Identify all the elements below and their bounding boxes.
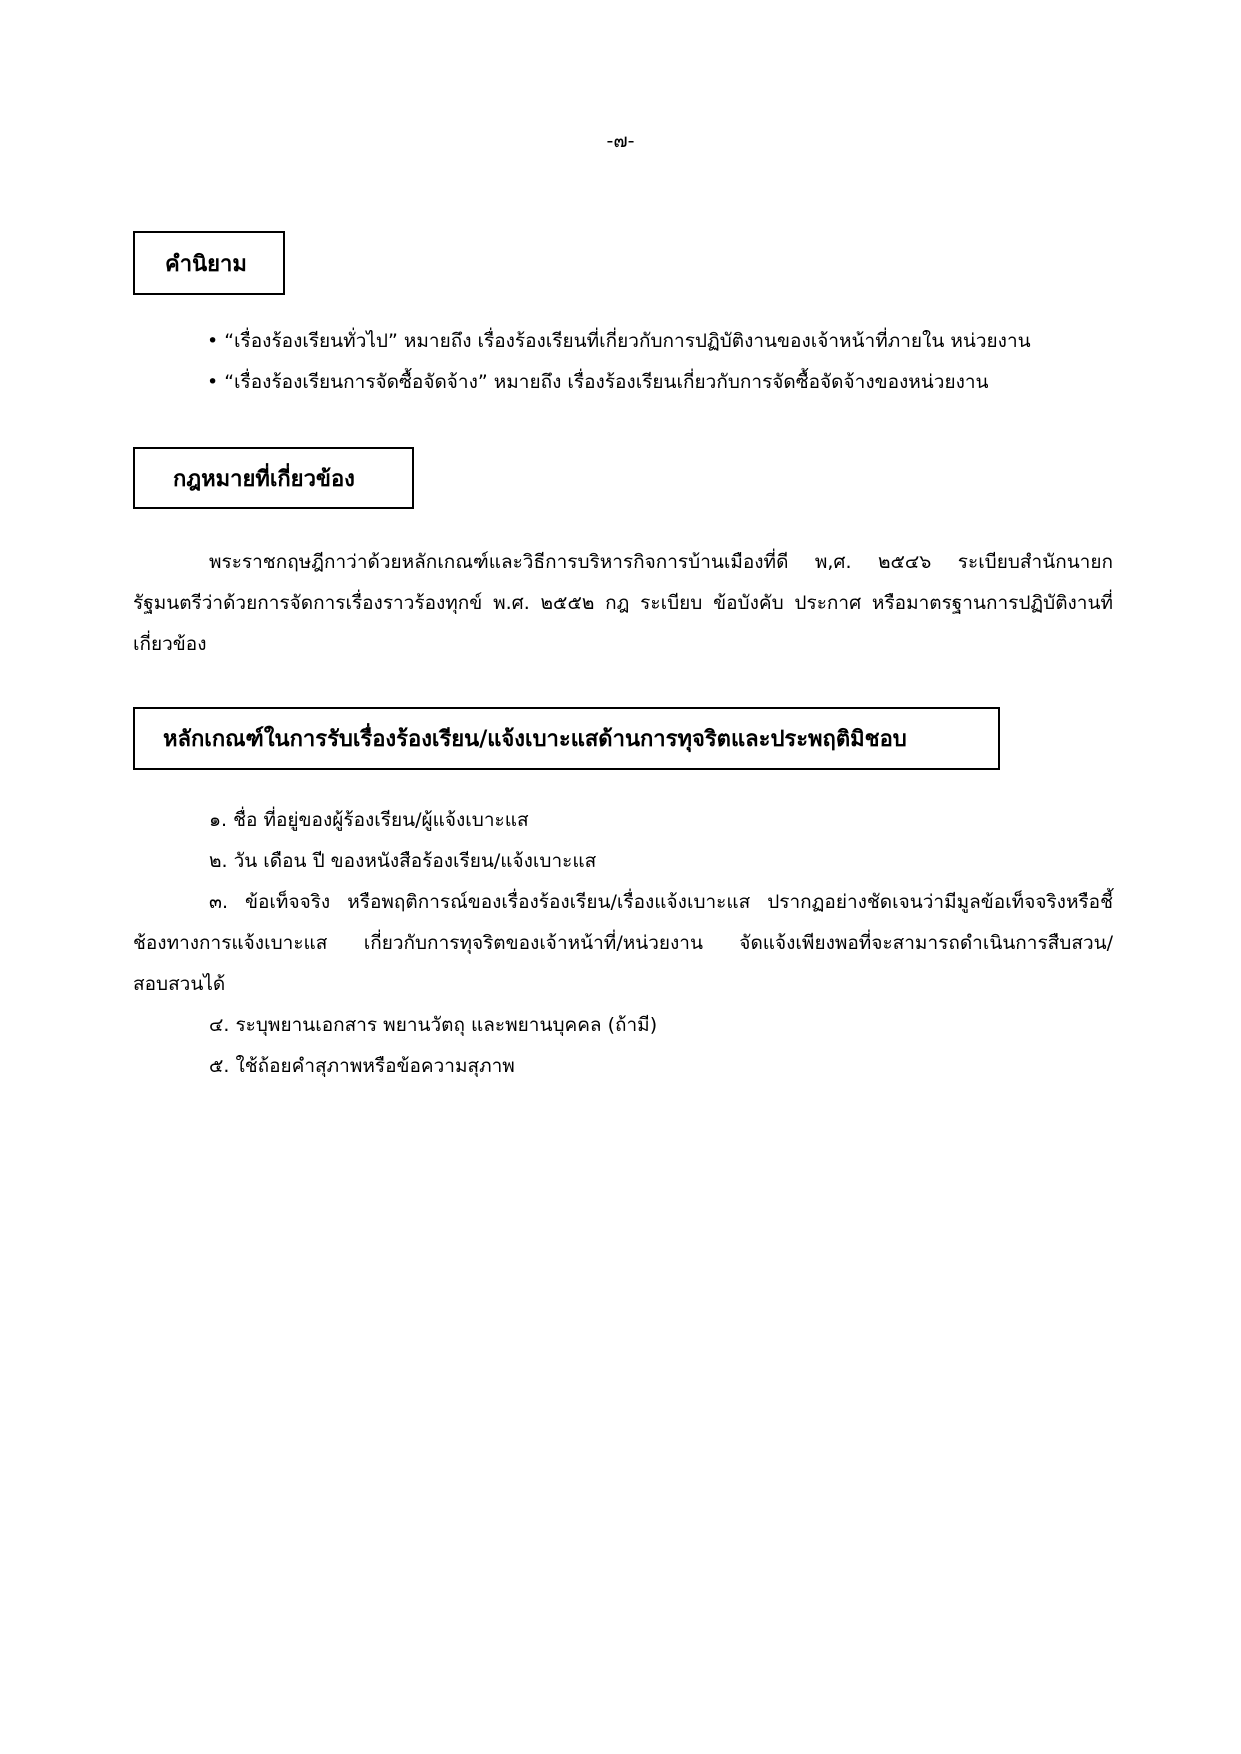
laws-heading: กฎหมายที่เกี่ยวข้อง — [173, 466, 355, 492]
criteria-heading-box — [133, 707, 1000, 770]
criteria-list — [133, 800, 1113, 1087]
criteria-item: ๕. ใช้ถ้อยคำสุภาพหรือข้อความสุภาพ — [209, 1055, 515, 1077]
definitions-list — [207, 321, 1127, 403]
criteria-item: ๔. ระบุพยานเอกสาร พยานวัตถุ และพยานบุคคล (ถ้ามี) — [209, 1014, 658, 1036]
page-number: -๗- — [606, 130, 635, 152]
laws-heading-box — [133, 447, 414, 509]
definition-item: • “เรื่องร้องเรียนการจัดซื้อจัดจ้าง” หมายถึง เรื่องร้องเรียนเกี่ยวกับการจัดซื้อจัดจ้างของหน่วยงาน — [207, 362, 1127, 403]
criteria-item: ๓. ข้อเท็จจริง หรือพฤติการณ์ของเรื่องร้องเรียน/เรื่องแจ้งเบาะแส ปรากฏอย่างชัดเจนว่ามีมูลข้อเท็จจริงหรือชี้ช้องทางการแจ้งเบาะแส เกี่ยวกับการทุจริตของเจ้าหน้าที่/หน่วยงาน จัดแจ้งเพียงพอที่จะสามารถดำเนินการสืบสวน/สอบสวนได้ — [133, 891, 1113, 995]
criteria-item: ๒. วัน เดือน ปี ของหนังสือร้องเรียน/แจ้งเบาะแส — [209, 850, 597, 872]
definition-item: • “เรื่องร้องเรียนทั่วไป” หมายถึง เรื่องร้องเรียนที่เกี่ยวกับการปฏิบัติงานของเจ้าหน้าที่ภายใน หน่วยงาน — [207, 321, 1127, 362]
criteria-item: ๑. ชื่อ ที่อยู่ของผู้ร้องเรียน/ผู้แจ้งเบาะแส — [209, 809, 529, 831]
laws-paragraph: พระราชกฤษฎีกาว่าด้วยหลักเกณฑ์และวิธีการบริหารกิจการบ้านเมืองที่ดี พ,ศ. ๒๕๔๖ ระเบียบสำนักนายกรัฐมนตรีว่าด้วยการจัดการเรื่องราวร้องทุกข์ พ.ศ. ๒๕๕๒ กฎ ระเบียบ ข้อบังคับ ประกาศ หรือมาตรฐานการปฏิบัติงานที่เกี่ยวข้อง — [133, 551, 1113, 655]
definitions-heading: คำนิยาม — [165, 251, 247, 277]
criteria-heading: หลักเกณฑ์ในการรับเรื่องร้องเรียน/แจ้งเบาะแสด้านการทุจริตและประพฤติมิชอบ — [163, 727, 907, 752]
definitions-heading-box — [133, 231, 285, 295]
